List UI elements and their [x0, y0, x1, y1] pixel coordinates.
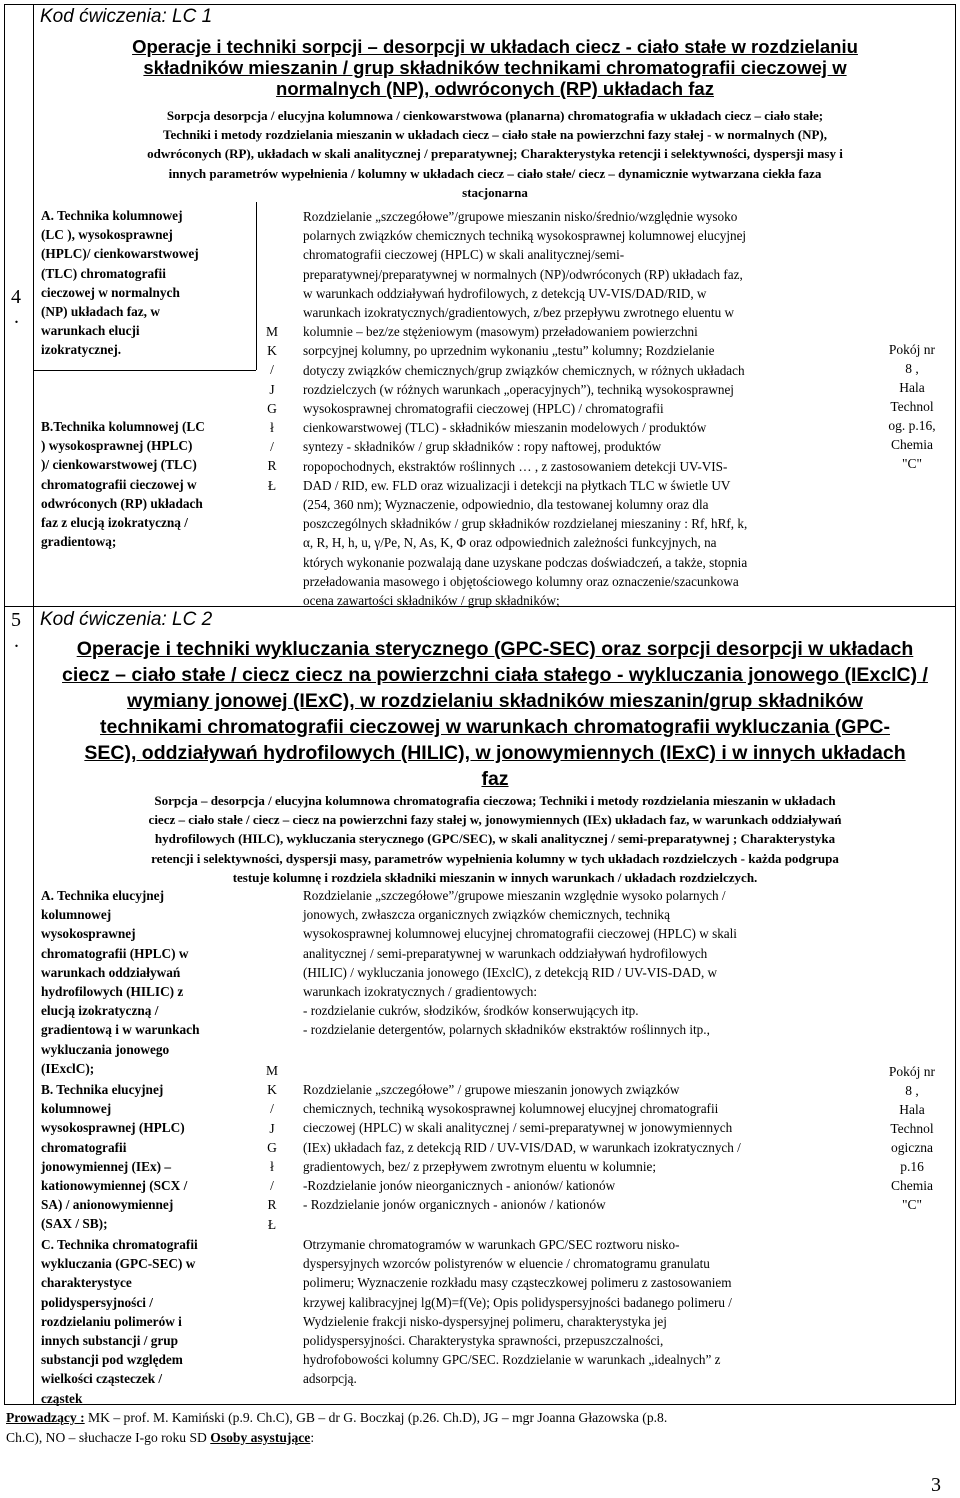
room-line: Chemia	[891, 437, 933, 452]
description-line: syntezy - składników / grup składników : ropy naftowej, produktów	[303, 439, 662, 455]
technique-line: B. Technika elucyjnej	[41, 1082, 164, 1097]
technique-line: ) wysokosprawnej (HPLC)	[41, 438, 193, 454]
description-line: których wykonanie pozwalają dane uzyskane podczas doświadczeń, a także, stopnia	[303, 554, 748, 570]
technique-line: jonowymiennej (IEx) –	[41, 1158, 172, 1174]
technique-line: polidyspersyjności /	[41, 1294, 153, 1310]
technique-line: wykluczania (GPC-SEC) w	[41, 1256, 196, 1272]
lead-label: Prowadzący :	[6, 1410, 85, 1425]
technique-b	[41, 1080, 255, 1234]
table-left-border	[4, 4, 5, 1404]
exercise-code: Kod ćwiczenia: LC 1	[40, 6, 213, 27]
description-line: chemicznych, techniką wysokosprawnej kolumnowej elucyjnej chromatografii	[303, 1101, 719, 1117]
instructor-letter: ł	[270, 420, 274, 436]
description-a	[303, 886, 873, 1040]
room-line: Technol	[890, 399, 934, 414]
row-number-dot: .	[14, 630, 19, 652]
description-line: w warunkach oddziaływań hydrofilowych, z detekcją UV-VIS/DAD/RID, w	[303, 285, 707, 301]
title-line: składników mieszanin / grup składników technikami chromatografii cieczowej w	[143, 57, 847, 78]
instructor-letter: /	[270, 439, 274, 455]
exercise-title	[38, 636, 952, 792]
technique-line: warunkach oddziaływań	[41, 964, 181, 980]
scope-line: ciecz – ciało stałe / ciecz – ciecz na powierzchni fazy stałej w, jonowymiennych (IEx) układach faz, w warunkach oddziaływań	[148, 812, 842, 828]
technique-line: wysokosprawnej	[41, 926, 136, 942]
instructor-letter: /	[270, 1178, 274, 1194]
technique-line: (HPLC)/ cienkowarstwowej	[41, 246, 199, 262]
description-line: krzywej kalibracyjnej lg(M)=f(Ve); Opis polidyspersyjności badanego polimeru /	[303, 1294, 732, 1310]
instructor-letter: M	[265, 324, 278, 339]
description-line: rozdzielczych (w różnych warunkach „operacyjnych”), techniką wysokosprawnej	[303, 381, 734, 397]
technique-line: kationowymiennej (SCX /	[41, 1178, 188, 1194]
technique-line: innych substancji / grup	[41, 1333, 179, 1349]
description-line: warunkach izokratycznych/gradientowych, z/bez przepływu zwrotnego eluentu w	[303, 305, 734, 321]
row-number: 5	[11, 609, 21, 631]
description-line: gradientowych, bez/ z przepływem zwrotnym eluentu w kolumnie;	[303, 1158, 657, 1174]
table-top-border	[4, 4, 955, 5]
technique-line: kolumnowej	[41, 907, 112, 923]
technique-line: rozdzielaniu polimerów i	[41, 1313, 182, 1329]
room-line: Technol	[890, 1121, 934, 1136]
description-line: cieczowej (HPLC) w skali analitycznej / semi-preparatywnej w jonowymiennych	[303, 1120, 733, 1136]
attendees-label: Osoby asystujące	[210, 1429, 311, 1445]
scope-line: stacjonarna	[462, 184, 528, 200]
title-line: Operacje i techniki sorpcji – desorpcji w układach ciecz - ciało stałe w rozdzielaniu	[132, 36, 858, 57]
description-line: -Rozdzielanie jonów nieorganicznych - anionów/ kationów	[303, 1178, 616, 1194]
description-line: Rozdzielanie „szczegółowe”/grupowe mieszanin nisko/średnio/względnie wysoko	[303, 209, 738, 224]
instructor-letter: R	[267, 458, 277, 474]
instructor-letter: ł	[270, 1159, 274, 1175]
footer-line	[6, 1408, 951, 1428]
description-line: Rozdzielanie „szczegółowe”/grupowe mieszanin względnie wysoko polarnych /	[303, 888, 726, 903]
technique-line: charakterystyce	[41, 1275, 132, 1291]
room-line: Hala	[899, 1102, 925, 1117]
instructor-letter: M	[265, 1063, 278, 1078]
table-right-border	[955, 4, 956, 1404]
row-number: 4	[11, 286, 21, 308]
room-line: "C"	[901, 456, 923, 471]
technique-line: faz z elucją izokratyczną /	[41, 515, 188, 531]
title-line: technikami chromatografii cieczowej w warunkach chromatografii wykluczania (GPC-	[100, 716, 890, 738]
instructor-letter: G	[267, 1139, 277, 1155]
technique-c	[41, 1235, 255, 1408]
description-line: (IEx) układach faz, z detekcją RID / UV-VIS/DAD, w warunkach izokratycznych /	[303, 1139, 741, 1155]
instructor-letter: /	[270, 362, 274, 378]
scope-line: retencji i selektywności, dyspersji masy, parametrów wypełnienia kolumny w tych układach rozdzielczych - każda podgrupa	[151, 850, 839, 866]
room-line: og. p.16,	[888, 418, 936, 433]
description-line: dyspersyjnych wzorców polistyrenów w eluencie / chromatogramu granulatu	[303, 1256, 710, 1272]
scope-line: odwróconych (RP), układach w skali analitycznej / preparatywnej; Charakterystyka retencji i selektywności, dyspersji masy i	[147, 146, 843, 162]
room-line: Pokój nr	[888, 342, 936, 357]
title-line: SEC), oddziaływań hydrofilowych (HILIC), w jonowymiennych (IExC) i w innych układach	[84, 742, 906, 764]
title-line: normalnych (NP), odwróconych (RP) układach faz	[276, 78, 714, 99]
technique-line: wielkości cząsteczek /	[41, 1371, 163, 1387]
technique-line: C. Technika chromatografii	[41, 1237, 198, 1252]
technique-line: cieczowej w normalnych	[41, 284, 180, 300]
exercise-title	[40, 36, 950, 99]
room-line: Hala	[899, 380, 925, 395]
description-line: (HILIC) / wykluczania jonowego (IExclC), z detekcją RID / UV-VIS-DAD, w	[303, 964, 718, 980]
instructor-letter: K	[267, 343, 277, 359]
technique-line: (LC ), wysokosprawnej	[41, 227, 173, 243]
instructor-letter: K	[267, 1082, 277, 1098]
scope-line: Sorpcja desorpcja / elucyjna kolumnowa / cienkowarstwowa (planarna) chromatografia w układach ciecz – ciało stałe;	[166, 108, 824, 123]
room-info	[878, 340, 946, 473]
description-line: poszczególnych składników / grup składników rozdzielanej mieszaniny : Rf, hRf, k,	[303, 516, 748, 532]
technique-line: izokratycznej.	[41, 342, 122, 358]
technique-line: (TLC) chromatografii	[41, 265, 166, 281]
description-line: polimeru; Wyznaczenie rozkładu masy cząsteczkowej polimeru z zastosowaniem	[303, 1275, 732, 1291]
title-line: wymiany jonowej (IExC), w rozdzielaniu składników mieszanin/grup składników	[127, 690, 863, 712]
room-line: p.16	[900, 1159, 924, 1174]
technique-line: elucją izokratyczną /	[41, 1003, 159, 1019]
technique-line: kolumnowej	[41, 1101, 112, 1117]
room-line: 8 ,	[905, 361, 919, 376]
room-info	[878, 1062, 946, 1214]
description-line: sorpcyjnej kolumny, po uprzednim wykonaniu „testu” kolumny; Rozdzielanie	[303, 343, 715, 359]
description-line: Rozdzielanie „szczegółowe” / grupowe mieszanin jonowych związków	[303, 1082, 680, 1097]
instructor-letter: G	[267, 400, 277, 416]
technique-line: (SAX / SB);	[41, 1216, 108, 1232]
description-c	[303, 1235, 873, 1389]
technique-line: A. Technika kolumnowej	[41, 208, 183, 223]
technique-a	[41, 886, 255, 1078]
technique-line: gradientową;	[41, 534, 117, 550]
instructor-letter: Ł	[267, 1216, 277, 1232]
technique-line: wykluczania jonowego	[41, 1041, 170, 1057]
description-line: jonowych, zwłaszcza organicznych związków chemicznych, techniką	[303, 907, 671, 923]
room-line: 8 ,	[905, 1083, 919, 1098]
attendees-colon: :	[310, 1429, 315, 1445]
description-line: dotyczy związków chemicznych/grup związków chemicznych, w różnych układach	[303, 362, 745, 378]
title-line: faz	[481, 768, 509, 790]
instructor-letter: J	[269, 381, 275, 397]
room-line: Pokój nr	[888, 1064, 936, 1079]
description-line: - Rozdzielanie jonów organicznych - anionów / kationów	[303, 1197, 606, 1213]
description-line: α, R, H, h, u, γ/Pe, N, As, K, Φ oraz odpowiednich zależności funkcyjnych, na	[303, 535, 717, 551]
description-line: polidyspersyjności. Charakterystyka sprawności, przepuszczalności,	[303, 1333, 664, 1349]
instructor-letter: J	[269, 1120, 275, 1136]
footer-line	[6, 1428, 951, 1448]
scope-line: Sorpcja – desorpcja / elucyjna kolumnowa chromatografia cieczowa; Techniki i metody rozdzielania mieszanin w układach	[154, 793, 836, 808]
attendees-prefix: Ch.C), NO – słuchacze I-go roku SD	[6, 1429, 211, 1445]
description-line: chromatografii cieczowej (HPLC) w skali analitycznej/semi-	[303, 247, 625, 263]
description-line: hydrofobowości kolumny GPC/SEC. Rozdzielanie w warunkach „idealnych” z	[303, 1352, 721, 1368]
technique-line: gradientową i w warunkach	[41, 1022, 200, 1038]
description-line: kolumnie – bez/ze stężeniowym (masowym) przeładowaniem powierzchni	[303, 324, 698, 340]
instructor-codes	[262, 322, 282, 495]
technique-line: warunkach elucji	[41, 323, 140, 339]
row4-inner-divider	[256, 202, 257, 370]
exercise-description	[303, 207, 873, 610]
technique-line: chromatografii cieczowej w	[41, 476, 197, 492]
row-number-dot: .	[14, 306, 19, 328]
description-line: wysokosprawnej chromatografii cieczowej (HPLC) / chromatografii	[303, 401, 664, 417]
description-line: polarnych związków chemicznych techniką wysokosprawnej kolumnowej elucyjnej	[303, 228, 747, 244]
technique-line: B.Technika kolumnowej (LC	[41, 419, 205, 434]
technique-a	[41, 206, 255, 360]
description-line: przeładowania masowego i objętościowego kolumny oraz oznaczenie/szacunkowa	[303, 573, 739, 589]
technique-line: odwróconych (RP) układach	[41, 495, 203, 511]
technique-line: cząstek	[41, 1390, 83, 1406]
description-line: (254, 360 nm); Wyznaczenie, odpowiednio, dla testowanej kolumny oraz dla	[303, 497, 709, 513]
description-line: preparatywnej/preparatywnej w normalnych (NP)/odwróconych (RP) układach faz,	[303, 266, 743, 282]
description-line: - rozdzielanie detergentów, polarnych składników ekstraktów roślinnych itp.,	[303, 1022, 710, 1038]
description-line: ocena zawartości składników / grup składników;	[303, 593, 560, 609]
number-column-border	[33, 4, 34, 1404]
room-line: Chemia	[891, 1178, 933, 1193]
exercise-scope	[38, 106, 952, 202]
instructor-codes	[262, 1061, 282, 1234]
technique-line: SA) / anionowymiennej	[41, 1197, 174, 1213]
title-line: Operacje i techniki wykluczania sterycznego (GPC-SEC) oraz sorpcji desorpcji w układach	[76, 638, 914, 660]
scope-line: innych parametrów wypełnienia / kolumny w układach ciecz – ciało stałe/ ciecz – dynamicznie wytwarzana ciekła faza	[168, 165, 822, 181]
description-line: - rozdzielanie cukrów, słodzików, środków konserwujących itp.	[303, 1003, 639, 1019]
instructor-letter: Ł	[267, 477, 277, 493]
description-line: warunkach izokratycznych / gradientowych:	[303, 984, 537, 1000]
instructors-list: MK – prof. M. Kamiński (p.9. Ch.C), GB – dr G. Boczkaj (p.26. Ch.D), JG – mgr Joanna Głazowska (p.8.	[84, 1410, 668, 1425]
technique-line: wysokosprawnej (HPLC)	[41, 1120, 185, 1136]
description-line: wysokosprawnej kolumnowej elucyjnej chromatografii cieczowej (HPLC) w skali	[303, 926, 737, 942]
exercise-scope	[38, 791, 952, 887]
technique-line: chromatografii	[41, 1139, 127, 1155]
technique-line: A. Technika elucyjnej	[41, 888, 165, 903]
instructor-letter: /	[270, 1101, 274, 1117]
description-line: Wydzielenie frakcji nisko-dyspersyjnej polimeru, charakterystyka jej	[303, 1313, 667, 1329]
row4-inner-divider-h	[34, 370, 256, 371]
exercise-code: Kod ćwiczenia: LC 2	[40, 609, 213, 630]
technique-line: substancji pod względem	[41, 1352, 183, 1368]
technique-line: )/ cienkowarstwowej (TLC)	[41, 457, 197, 473]
room-line: "C"	[901, 1197, 923, 1212]
description-b	[303, 1080, 873, 1214]
instructor-letter: R	[267, 1197, 277, 1213]
room-line: ogiczna	[891, 1140, 933, 1155]
description-line: cienkowarstwowej (TLC) - składników mieszanin modelowych / produktów	[303, 420, 707, 436]
scope-line: testuje kolumnę i rozdziela składniki mieszanin w innych warunkach / układach rozdzielczych.	[232, 869, 758, 885]
technique-line: (NP) układach faz, w	[41, 304, 160, 320]
title-line: ciecz – ciało stałe / ciecz ciecz na powierzchni ciała stałego - wykluczania jonowego (IExclC) /	[62, 664, 928, 686]
page-number: 3	[931, 1474, 941, 1496]
scope-line: Techniki i metody rozdzielania mieszanin w układach ciecz – ciało stałe na powierzchni fazy stałej - w normalnych (NP),	[162, 127, 828, 143]
description-line: ropopochodnych, ekstraktów roślinnych … , z zastosowaniem detekcji UV-VIS-	[303, 458, 728, 474]
technique-line: (IExclC);	[41, 1060, 95, 1076]
technique-b	[41, 417, 255, 551]
instructors-footer	[6, 1408, 951, 1447]
description-line: analitycznej / semi-preparatywnej w warunkach oddziaływań hydrofilowych	[303, 945, 708, 961]
scope-line: hydrofilowych (HILC), wykluczania sterycznego (GPC/SEC), w skali analitycznej / semi-preparatywnej ; Charakterystyka	[154, 831, 836, 847]
description-line: DAD / RID, ew. FLD oraz wizualizacji i detekcji na płytkach TLC w świetle UV	[303, 477, 731, 493]
description-line: adsorpcją.	[303, 1371, 357, 1387]
description-line: Otrzymanie chromatogramów w warunkach GPC/SEC roztworu nisko-	[303, 1237, 680, 1252]
technique-line: hydrofilowych (HILIC) z	[41, 984, 184, 1000]
technique-line: chromatografii (HPLC) w	[41, 945, 189, 961]
